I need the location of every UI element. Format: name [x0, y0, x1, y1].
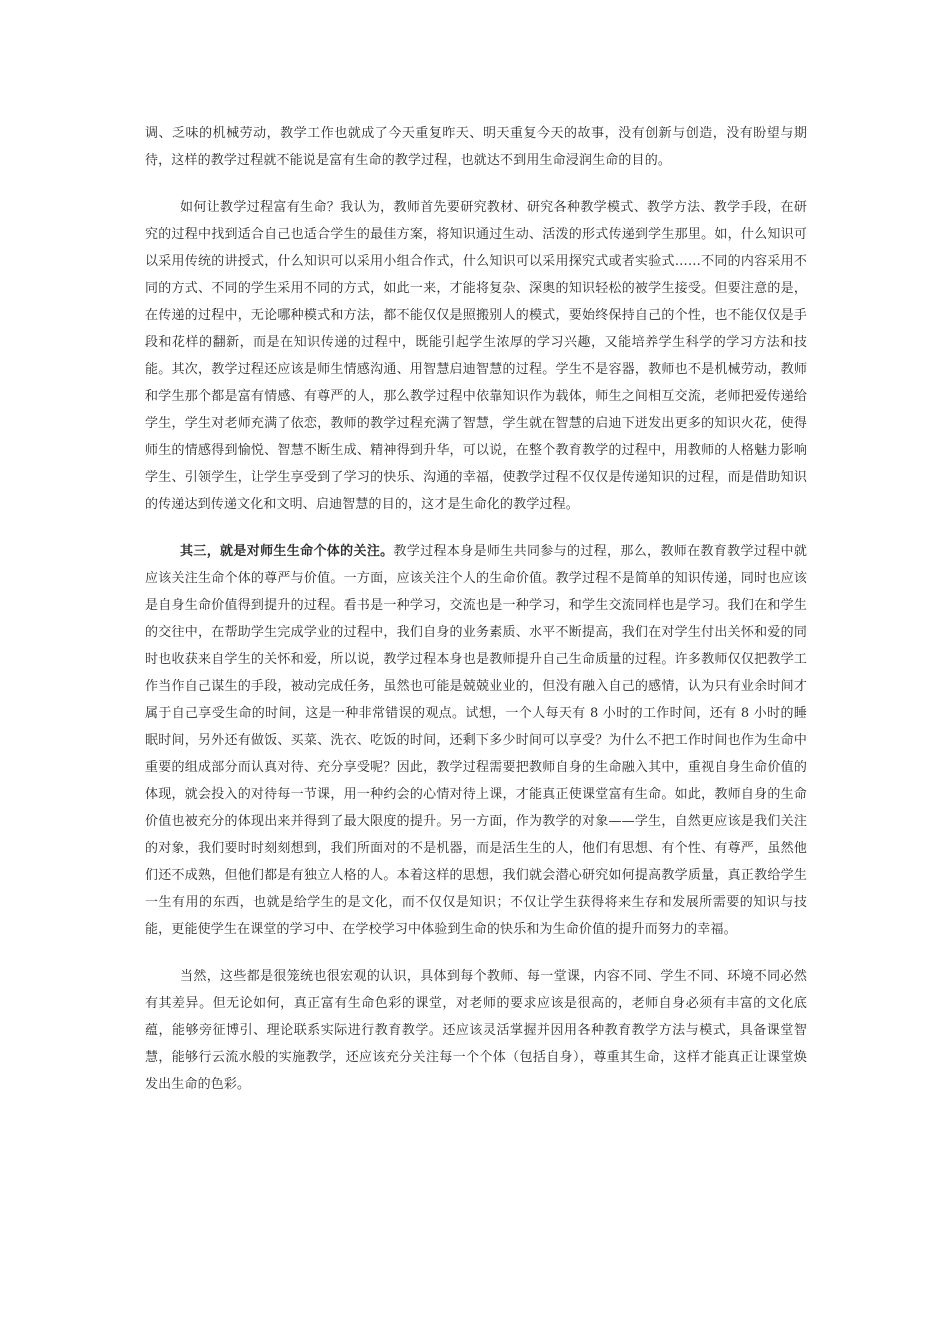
- paragraph-conclusion: [145, 963, 807, 1098]
- paragraph-text: 当然，这些都是很笼统也很宏观的认识，具体到每个教师、每一堂课，内容不同、学生不同、环境不同必然有其差异。但无论如何，真正富有生命色彩的课堂，对老师的要求应该是很高的，老师自身必须有丰富的文化底蕴，能够旁征博引、理论联系实际进行教育教学。还应该灵活掌握并因用各种教育教学方法与模式，具备课堂智慧，能够行云流水般的实施教学，还应该充分关注每一个个体（包括自身），尊重其生命，这样才能真正让课堂焕发出生命的色彩。: [145, 969, 807, 1092]
- paragraph-how-to-make-teaching-alive: [145, 194, 807, 518]
- paragraph-text: 如何让教学过程富有生命？我认为，教师首先要研究教材、研究各种教学模式、教学方法、教学手段，在研究的过程中找到适合自己也适合学生的最佳方案，将知识通过生动、活泼的形式传递到学生那里。如，什么知识可以采用传统的讲授式，什么知识可以采用小组合作式，什么知识可以采用探究式或者实验式……不同的内容采用不同的方式、不同的学生采用不同的方式，如此一来，才能将复杂、深奥的知识轻松的被学生接受。但要注意的是，在传递的过程中，无论哪种模式和方法，都不能仅仅是照搬别人的模式，要始终保持自己的个性，也不能仅仅是手段和花样的翻新，而是在知识传递的过程中，既能引起学生浓厚的学习兴趣，又能培养学生科学的学习方法和技能。其次，教学过程还应该是师生情感沟通、用智慧启迪智慧的过程。学生不是容器，教师也不是机械劳动，教师和学生那个都是富有情感、有尊严的人，那么教学过程中依靠知识作为载体，师生之间相互交流，老师把爱传递给学生，学生对老师充满了依恋，教师的教学过程充满了智慧，学生就在智慧的启迪下迸发出更多的知识火花，使得师生的情感得到愉悦、智慧不断生成、精神得到升华，可以说，在整个教育教学的过程中，用教师的人格魅力影响学生、引领学生，让学生享受到了学习的快乐、沟通的幸福，使教学过程不仅仅是传递知识的过程，而是借助知识的传递达到传递文化和文明、启迪智慧的目的，这才是生命化的教学过程。: [145, 200, 807, 512]
- paragraph-text: 调、乏味的机械劳动，教学工作也就成了今天重复昨天、明天重复今天的故事，没有创新与创造，没有盼望与期待，这样的教学过程就不能说是富有生命的教学过程，也就达不到用生命浸润生命的目的。: [145, 126, 807, 168]
- paragraph-continuation: [145, 120, 807, 174]
- paragraph-lead-heading: 其三，就是对师生生命个体的关注。: [180, 544, 394, 559]
- paragraph-text: 教学过程本身是师生共同参与的过程，那么，教师在教育教学过程中就应该关注生命个体的尊严与价值。一方面，应该关注个人的生命价值。教学过程不是简单的知识传递，同时也应该是自身生命价值得到提升的过程。看书是一种学习，交流也是一种学习，和学生交流同样也是学习。我们在和学生的交往中，在帮助学生完成学业的过程中，我们自身的业务素质、水平不断提高，我们在对学生付出关怀和爱的同时也收获来自学生的关怀和爱，所以说，教学过程本身也是教师提升自己生命质量的过程。许多教师仅仅把教学工作当作自己谋生的手段，被动完成任务，虽然也可能是兢兢业业的，但没有融入自己的感情，认为只有业余时间才属于自己享受生命的时间，这是一种非常错误的观点。试想，一个人每天有 8 小时的工作时间，还有 8 小时的睡眠时间，另外还有做饭、买菜、洗衣、吃饭的时间，还剩下多少时间可以享受？为什么不把工作时间也作为生命中重要的组成部分而认真对待、充分享受呢？因此，教学过程需要把教师自身的生命融入其中，重视自身生命价值的体现，就会投入的对待每一节课，用一种约会的心情对待上课，才能真正使课堂富有生命。如此，教师自身的生命价值也被充分的体现出来并得到了最大限度的提升。另一方面，作为教学的对象——学生，自然更应该是我们关注的对象，我们要时时刻刻想到，我们所面对的不是机器，而是活生生的人，他们有思想、有个性、有尊严，虽然他们还不成熟，但他们都是有独立人格的人。本着这样的思想，我们就会潜心研究如何提高教学质量，真正教给学生一生有用的东西，也就是给学生的是文化，而不仅仅是知识；不仅让学生获得将来生存和发展所需要的知识与技能，更能使学生在课堂的学习中、在学校学习中体验到生命的快乐和为生命价值的提升而努力的幸福。: [145, 544, 807, 937]
- paragraph-third-point: [145, 538, 807, 943]
- document-page: [145, 120, 807, 1098]
